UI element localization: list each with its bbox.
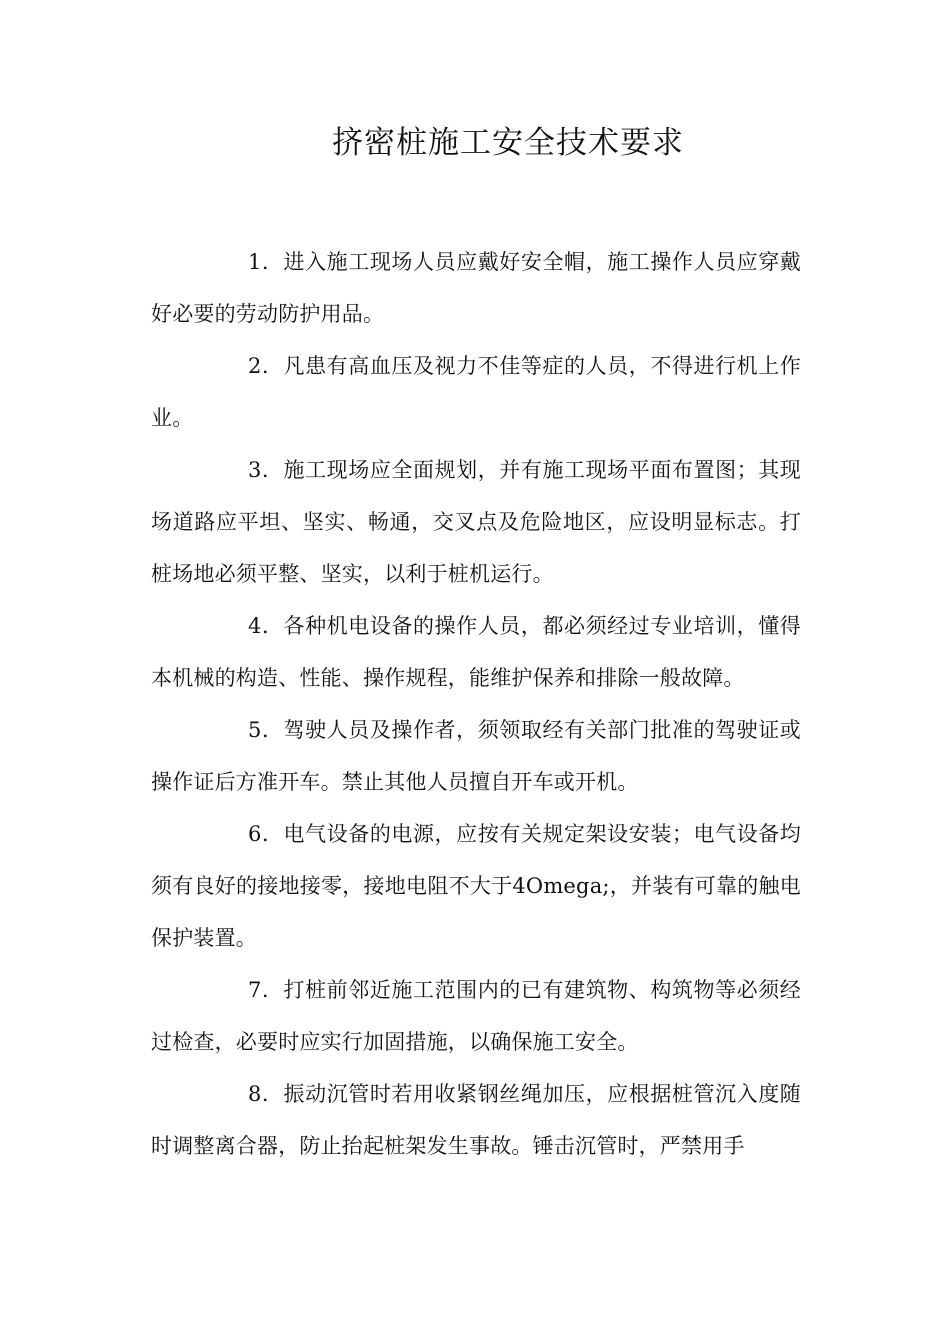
paragraph-8: 8．振动沉管时若用收紧钢丝绳加压，应根据桩管沉入度随时调整离合器，防止抬起桩架发生事故。锤击沉管时，严禁用手 <box>151 1082 801 1158</box>
paragraph-1: 1．进入施工现场人员应戴好安全帽，施工操作人员应穿戴好必要的劳动防护用品。 <box>151 250 801 326</box>
paragraph-3: 3．施工现场应全面规划，并有施工现场平面布置图；其现场道路应平坦、坚实、畅通，交叉点及危险地区，应设明显标志。打桩场地必须平整、坚实，以利于桩机运行。 <box>151 458 801 586</box>
paragraph-4: 4．各种机电设备的操作人员，都必须经过专业培训，懂得本机械的构造、性能、操作规程，能维护保养和排除一般故障。 <box>151 614 801 690</box>
paragraph-2: 2．凡患有高血压及视力不佳等症的人员，不得进行机上作业。 <box>151 354 801 430</box>
document-body <box>151 236 801 1172</box>
paragraph-5: 5．驾驶人员及操作者，须领取经有关部门批准的驾驶证或操作证后方准开车。禁止其他人员擅自开车或开机。 <box>151 718 801 794</box>
document-title: 挤密桩施工安全技术要求 <box>332 125 684 161</box>
paragraph-6: 6．电气设备的电源，应按有关规定架设安装；电气设备均须有良好的接地接零，接地电阻不大于4Omega;，并装有可靠的触电保护装置。 <box>151 822 801 950</box>
paragraph-7: 7．打桩前邻近施工范围内的已有建筑物、构筑物等必须经过检查，必要时应实行加固措施，以确保施工安全。 <box>151 978 801 1054</box>
